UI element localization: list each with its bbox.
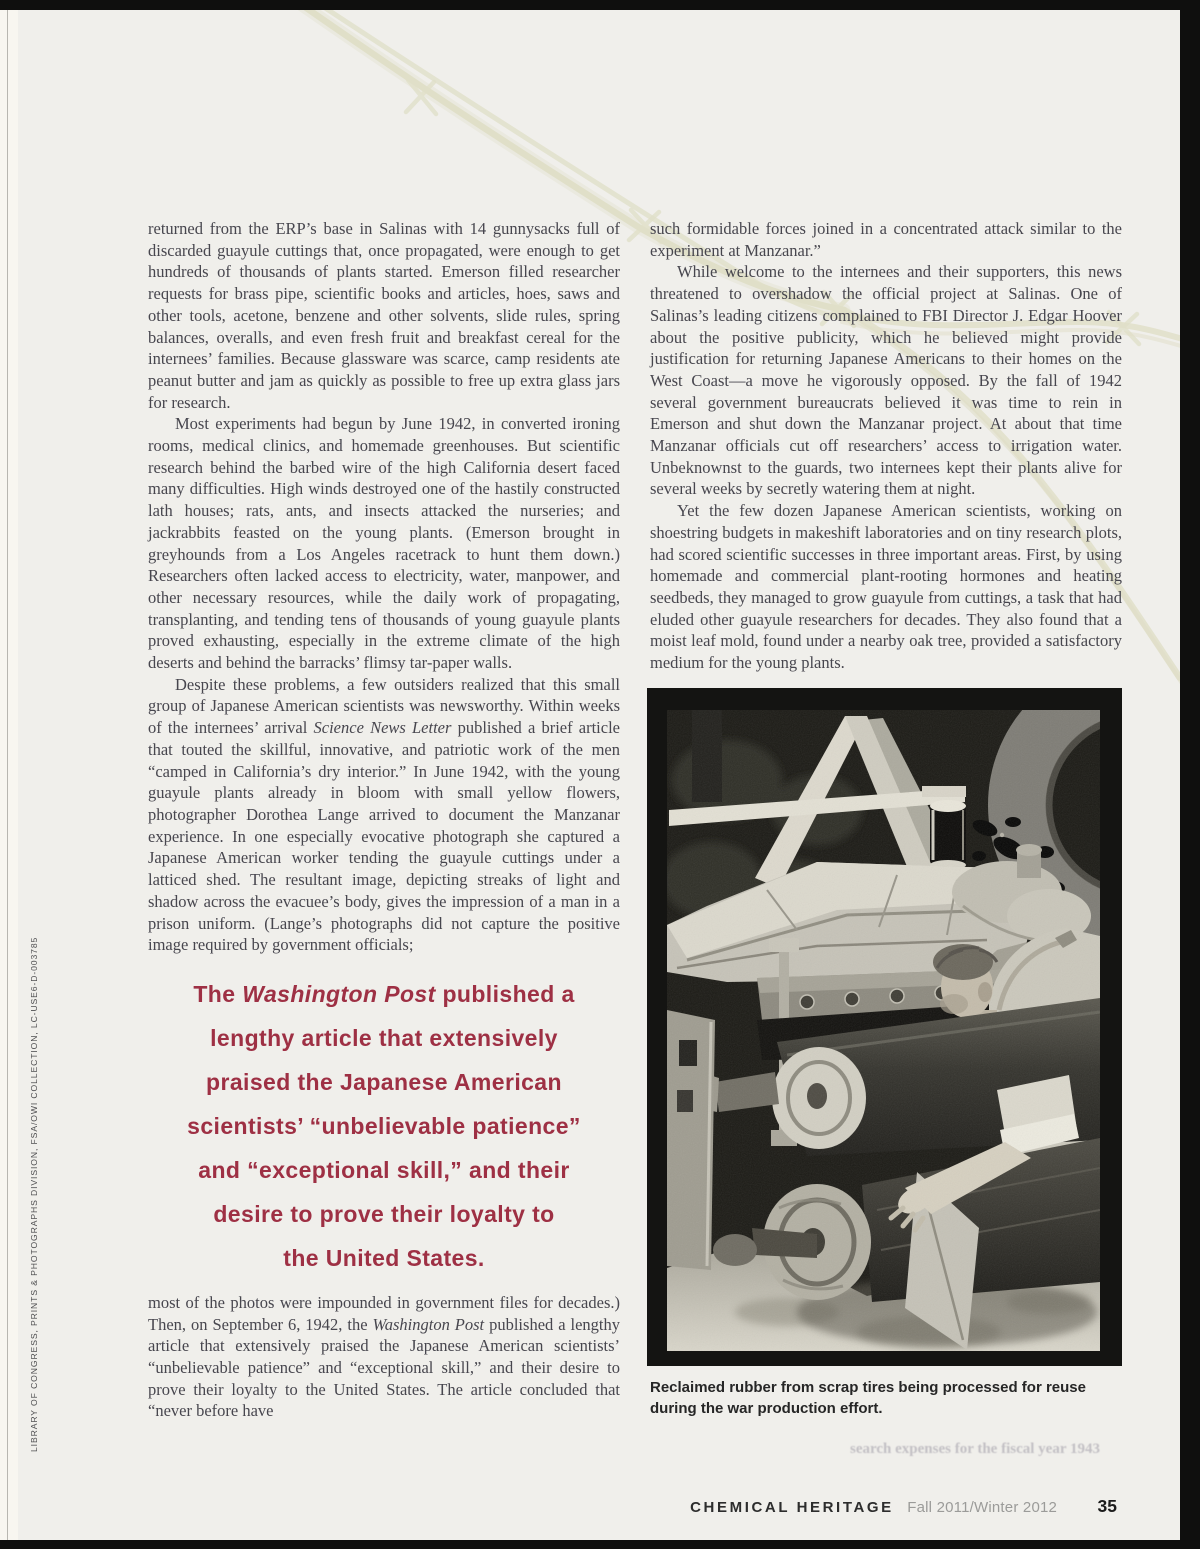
photo-illustration xyxy=(667,710,1100,1351)
photo-grain-overlay xyxy=(667,710,1100,1351)
right-column-paragraphs: such formidable forces joined in a concentrated attack similar to the experiment at Manzanar.” While welcome to the internees and their supporters, this news threatened to overshadow the official project at Salinas. One of Salinas’s leading citizens complained to FBI Director J. Edgar Hoover about the positive publicity, which he believed might provide justification for returning Japanese Americans to their homes on the West Coast—a move he vigorously opposed. By the fall of 1942 several government bureaucrats believed it was time to rein in Emerson and shut down the Manzanar project. At about that time Manzanar officials cut off researchers’ access to irrigation water. Unbeknownst to the guards, two internees kept their plants alive for several weeks by secretly watering them at night. Yet the few dozen Japanese American scientists, working on shoestring budgets in makeshift laboratories and on tiny research plots, had scored scientific successes in three important areas. First, by using homemade and commercial plant-rooting hormones and heating seedbeds, they managed to grow guayule from cuttings, a task that had eluded other guayule researchers for decades. They also found that a moist leaf mold, found under a nearby oak tree, provided a satisfactory medium for the young plants. xyxy=(650,219,1122,673)
photo-caption: Reclaimed rubber from scrap tires being processed for reuse during the war production effort. xyxy=(650,1378,1086,1417)
magazine-title: CHEMICAL HERITAGE xyxy=(690,1499,894,1516)
issue-date: Fall 2011/Winter 2012 xyxy=(907,1499,1058,1516)
page-footer xyxy=(18,1496,1117,1517)
left-column xyxy=(148,218,620,1422)
right-column xyxy=(650,218,1122,1419)
bleed-through-text: search expenses for the fiscal year 1943 xyxy=(850,1441,1100,1457)
left-column-paragraph-after-quote: most of the photos were impounded in government files for decades.) Then, on September 6, 1942, the Washington Post published a lengthy article that extensively praised the Japanese American scientists’ “unbelievable patience” and “exceptional skill,” and their desire to prove their loyalty to the United States. The article concluded that “never before have xyxy=(148,1292,621,1421)
page-number: 35 xyxy=(1097,1496,1117,1516)
left-column-paragraphs: returned from the ERP’s base in Salinas with 14 gunnysacks full of discarded guayule cuttings that, once propagated, were enough to get hundreds of thousands of plants started. Emerson filled researcher requests for brass pipe, scientific books and articles, hoes, saws and other tools, acetone, benzene and other solvents, slide rules, spring balances, overalls, and even fresh fruit and breakfast cereal for the internees’ families. Because glassware was scarce, camp residents ate peanut butter and jam as quickly as possible to free up extra glass jars for research. Most experiments had begun by June 1942, in converted ironing rooms, medical clinics, and homemade greenhouses. But scientific research behind the barbed wire of the high California desert faced many difficulties. High winds destroyed one of the hastily constructed lath houses; rats, ants, and insects attacked the nurseries; and jackrabbits feasted on the young plants. (Emerson brought in greyhounds from a Los Angeles racetrack to hunt them down.) Researchers often lacked access to electricity, water, manpower, and other necessary resources, while the daily work of propagating, transplanting, and tending tens of thousands of young guayule plants proved exhausting, especially in the extreme climate of the high deserts and behind the barracks’ flimsy tar-paper walls. Despite these problems, a few outsiders realized that this small group of Japanese American scientists was newsworthy. Within weeks of the internees’ arrival Science News Letter published a brief article that touted the skillful, innovative, and patriotic work of the men “camped in California’s dry interior.” In June 1942, with the young guayule plants already in bloom with small yellow flowers, photographer Dorothea Lange arrived to document the Manzanar experience. In one especially evocative photograph she captured a Japanese American worker tending the guayule cuttings under a latticed shed. The resultant image, depicting streaks of light and shadow across the evacuee’s body, gives the impression of a man in a prison uniform. (Lange’s photographs did not capture the positive image required by government officials; xyxy=(148,219,620,955)
pull-quote: The Washington Post published a lengthy article that extensively praised the Japanese American scientists’ “unbelievable patience” and “exceptional skill,” and their desire to prove their loyalty to the United States. xyxy=(187,980,581,1271)
magazine-page xyxy=(18,10,1180,1540)
photo-credit-vertical: LIBRARY OF CONGRESS, PRINTS & PHOTOGRAPHS DIVISION, FSA/OWI COLLECTION, LC-USE6-D-003785 xyxy=(29,936,39,1452)
page-edge-strip xyxy=(0,10,18,1540)
photo-figure xyxy=(647,688,1122,1366)
